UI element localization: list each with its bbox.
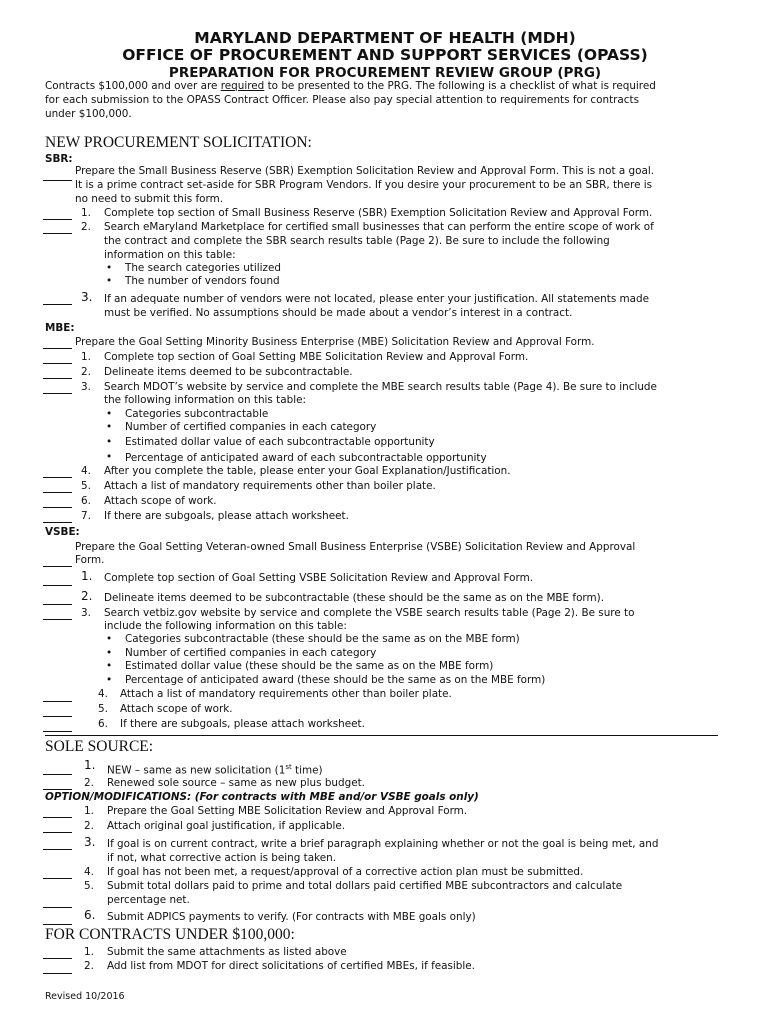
section-new-procurement: NEW PROCUREMENT SOLICITATION: xyxy=(45,134,312,151)
mbe-item-1: Complete top section of Goal Setting MBE Solicitation Review and Approval Form. xyxy=(104,351,529,363)
mbe-item-3-line-2: the following information on this table: xyxy=(104,394,306,406)
bullet: • xyxy=(106,421,113,433)
vsbe-bullet-2: Number of certified companies in each category xyxy=(125,647,377,659)
bullet: • xyxy=(106,451,113,463)
vsbe-item-6-num: 6. xyxy=(98,718,108,730)
checkbox-blank[interactable] xyxy=(43,219,72,220)
sbr-item-3-num: 3. xyxy=(81,290,93,304)
vsbe-item-3-line-2: include the following information on this table: xyxy=(104,620,347,632)
mbe-item-6: Attach scope of work. xyxy=(104,495,217,507)
vsbe-label: VSBE: xyxy=(45,526,80,538)
checkbox-blank[interactable] xyxy=(43,731,72,732)
under-item-2: Add list from MDOT for direct solicitations of certified MBEs, if feasible. xyxy=(107,960,475,972)
checkbox-blank[interactable] xyxy=(43,585,72,586)
vsbe-bullet-4: Percentage of anticipated award (these should be the same as on the MBE form) xyxy=(125,674,546,686)
mbe-item-4-num: 4. xyxy=(81,465,91,477)
option-modifications-title: OPTION/MODIFICATIONS: (For contracts with MBE and/or VSBE goals only) xyxy=(45,791,479,803)
sbr-bullet-1: The search categories utilized xyxy=(125,262,281,274)
vsbe-item-2-num: 2. xyxy=(81,589,93,603)
sbr-item-1-num: 1. xyxy=(81,207,91,219)
under-item-2-num: 2. xyxy=(84,960,94,972)
checkbox-blank[interactable] xyxy=(43,522,72,523)
checkbox-blank[interactable] xyxy=(43,789,72,790)
document-title: PREPARATION FOR PROCUREMENT REVIEW GROUP (PRG) xyxy=(168,65,602,81)
checkbox-blank[interactable] xyxy=(43,849,72,850)
checkbox-blank[interactable] xyxy=(43,619,72,620)
sbr-item-2-num: 2. xyxy=(81,221,91,233)
mbe-bullet-2: Number of certified companies in each category xyxy=(125,421,377,433)
bullet: • xyxy=(106,436,113,448)
vsbe-item-4: Attach a list of mandatory requirements other than boiler plate. xyxy=(120,688,452,700)
checkbox-blank[interactable] xyxy=(43,958,72,959)
vsbe-bullet-3: Estimated dollar value (these should be the same as on the MBE form) xyxy=(125,660,494,672)
sole-item-1: NEW – same as new solicitation (1st time) xyxy=(107,763,323,777)
checkbox-blank[interactable] xyxy=(43,832,72,833)
sole-item-1-num: 1. xyxy=(84,758,96,772)
mbe-item-7-num: 7. xyxy=(81,510,91,522)
section-sole-source: SOLE SOURCE: xyxy=(45,738,154,755)
vsbe-item-6: If there are subgoals, please attach worksheet. xyxy=(120,718,365,730)
sbr-item-2-line-1: Search eMaryland Marketplace for certified small businesses that can perform the entire scope of work of xyxy=(104,221,654,233)
mbe-item-4: After you complete the table, please enter your Goal Explanation/Justification. xyxy=(104,465,511,477)
checkbox-blank[interactable] xyxy=(43,924,72,925)
vsbe-item-2: Delineate items deemed to be subcontractable (these should be the same as on the MBE form). xyxy=(104,592,605,604)
vsbe-item-1: Complete top section of Goal Setting VSBE Solicitation Review and Approval Form. xyxy=(104,572,534,584)
bullet: • xyxy=(106,408,113,420)
vsbe-item-1-num: 1. xyxy=(81,569,93,583)
checkbox-blank[interactable] xyxy=(43,233,72,234)
sbr-intro-1: Prepare the Small Business Reserve (SBR) Exemption Solicitation Review and Approval Form. This is not a goal. xyxy=(75,165,655,177)
mbe-item-6-num: 6. xyxy=(81,495,91,507)
under-item-1-num: 1. xyxy=(84,946,94,958)
sbr-item-2-line-3: information on this table: xyxy=(104,249,236,261)
sbr-item-3-line-1: If an adequate number of vendors were not located, please enter your justification. All statements made xyxy=(104,293,650,305)
section-divider xyxy=(45,735,718,736)
office-title: OFFICE OF PROCUREMENT AND SUPPORT SERVICES (OPASS) xyxy=(122,46,648,64)
opt-item-6: Submit ADPICS payments to verify. (For contracts with MBE goals only) xyxy=(107,911,476,923)
section-under-100k: FOR CONTRACTS UNDER $100,000: xyxy=(45,926,295,943)
revision-date: Revised 10/2016 xyxy=(45,991,125,1002)
vsbe-intro-2: Form. xyxy=(75,554,105,566)
checkbox-blank[interactable] xyxy=(43,774,72,775)
vsbe-item-3-line-1: Search vetbiz.gov website by service and complete the VSBE search results table (Page 2). Be sure to xyxy=(104,607,635,619)
checkbox-blank[interactable] xyxy=(43,393,72,394)
checkbox-blank[interactable] xyxy=(43,973,72,974)
checkbox-blank[interactable] xyxy=(43,907,72,908)
mbe-item-5-num: 5. xyxy=(81,480,91,492)
mbe-bullet-3: Estimated dollar value of each subcontractable opportunity xyxy=(125,436,435,448)
mbe-item-2: Delineate items deemed to be subcontractable. xyxy=(104,366,353,378)
opt-item-5-line-2: percentage net. xyxy=(107,894,190,906)
intro-line-2: for each submission to the OPASS Contract Officer. Please also pay special attention to requirements for contracts xyxy=(45,94,639,106)
checkbox-blank[interactable] xyxy=(43,348,72,349)
vsbe-item-5: Attach scope of work. xyxy=(120,703,233,715)
vsbe-intro-1: Prepare the Goal Setting Veteran-owned Small Business Enterprise (VSBE) Solicitation Review and Approval xyxy=(75,541,636,553)
checkbox-blank[interactable] xyxy=(43,716,72,717)
opt-item-1-num: 1. xyxy=(84,805,94,817)
opt-item-4-num: 4. xyxy=(84,866,94,878)
bullet: • xyxy=(106,647,113,659)
checkbox-blank[interactable] xyxy=(43,817,72,818)
mbe-bullet-4: Percentage of anticipated award of each subcontractable opportunity xyxy=(125,452,487,464)
sbr-item-2-line-2: the contract and complete the SBR search results table (Page 2). Be sure to include the following xyxy=(104,235,610,247)
intro-line-1: Contracts $100,000 and over are required to be presented to the PRG. The following is a checklist of what is required xyxy=(45,80,656,92)
mbe-label: MBE: xyxy=(45,322,75,334)
bullet: • xyxy=(106,262,113,274)
checkbox-blank[interactable] xyxy=(43,878,72,879)
checkbox-blank[interactable] xyxy=(43,566,72,567)
department-title: MARYLAND DEPARTMENT OF HEALTH (MDH) xyxy=(194,29,576,47)
sbr-item-3-line-2: must be verified. No assumptions should be made about a vendor’s interest in a contract. xyxy=(104,307,573,319)
sbr-intro-2: It is a prime contract set-aside for SBR Program Vendors. If you desire your procurement to be an SBR, there is xyxy=(75,179,653,191)
checkbox-blank[interactable] xyxy=(43,701,72,702)
checkbox-blank[interactable] xyxy=(43,378,72,379)
opt-item-6-num: 6. xyxy=(84,908,96,922)
checkbox-blank[interactable] xyxy=(43,492,72,493)
sbr-bullet-2: The number of vendors found xyxy=(125,275,280,287)
vsbe-item-3-num: 3. xyxy=(81,607,91,619)
opt-item-3-num: 3. xyxy=(84,835,96,849)
mbe-item-2-num: 2. xyxy=(81,366,91,378)
opt-item-2-num: 2. xyxy=(84,820,94,832)
vsbe-bullet-1: Categories subcontractable (these should be the same as on the MBE form) xyxy=(125,633,520,645)
mbe-intro: Prepare the Goal Setting Minority Business Enterprise (MBE) Solicitation Review and Approval Form. xyxy=(75,336,595,348)
intro-line-3: under $100,000. xyxy=(45,108,132,120)
mbe-item-1-num: 1. xyxy=(81,351,91,363)
opt-item-3-line-2: if not, what corrective action is being taken. xyxy=(107,852,337,864)
opt-item-5-num: 5. xyxy=(84,880,94,892)
vsbe-item-4-num: 4. xyxy=(98,688,108,700)
bullet: • xyxy=(106,633,113,645)
sole-item-2-num: 2. xyxy=(84,777,94,789)
mbe-item-3-num: 3. xyxy=(81,381,91,393)
opt-item-5-line-1: Submit total dollars paid to prime and total dollars paid certified MBE subcontractors and calculate xyxy=(107,880,623,892)
opt-item-3-line-1: If goal is on current contract, write a brief paragraph explaining whether or not the goal is being met, and xyxy=(107,838,659,850)
under-item-1: Submit the same attachments as listed above xyxy=(107,946,347,958)
bullet: • xyxy=(106,674,113,686)
mbe-item-3-line-1: Search MDOT’s website by service and complete the MBE search results table (Page 4). Be sure to include xyxy=(104,381,657,393)
mbe-bullet-1: Categories subcontractable xyxy=(125,408,269,420)
checkbox-blank[interactable] xyxy=(43,180,72,181)
opt-item-4: If goal has not been met, a request/approval of a corrective action plan must be submitted. xyxy=(107,866,584,878)
opt-item-1: Prepare the Goal Setting MBE Solicitation Review and Approval Form. xyxy=(107,805,468,817)
bullet: • xyxy=(106,660,113,672)
sbr-item-1: Complete top section of Small Business Reserve (SBR) Exemption Solicitation Review and Approval Form. xyxy=(104,207,653,219)
checkbox-blank[interactable] xyxy=(43,304,72,305)
sbr-intro-3: no need to submit this form. xyxy=(75,193,224,205)
vsbe-item-5-num: 5. xyxy=(98,703,108,715)
checkbox-blank[interactable] xyxy=(43,363,72,364)
checkbox-blank[interactable] xyxy=(43,507,72,508)
opt-item-2: Attach original goal justification, if applicable. xyxy=(107,820,346,832)
mbe-item-7: If there are subgoals, please attach worksheet. xyxy=(104,510,349,522)
sbr-label: SBR: xyxy=(45,153,73,165)
mbe-item-5: Attach a list of mandatory requirements other than boiler plate. xyxy=(104,480,436,492)
checkbox-blank[interactable] xyxy=(43,477,72,478)
bullet: • xyxy=(106,275,113,287)
checkbox-blank[interactable] xyxy=(43,604,72,605)
sole-item-2: Renewed sole source – same as new plus budget. xyxy=(107,777,365,789)
